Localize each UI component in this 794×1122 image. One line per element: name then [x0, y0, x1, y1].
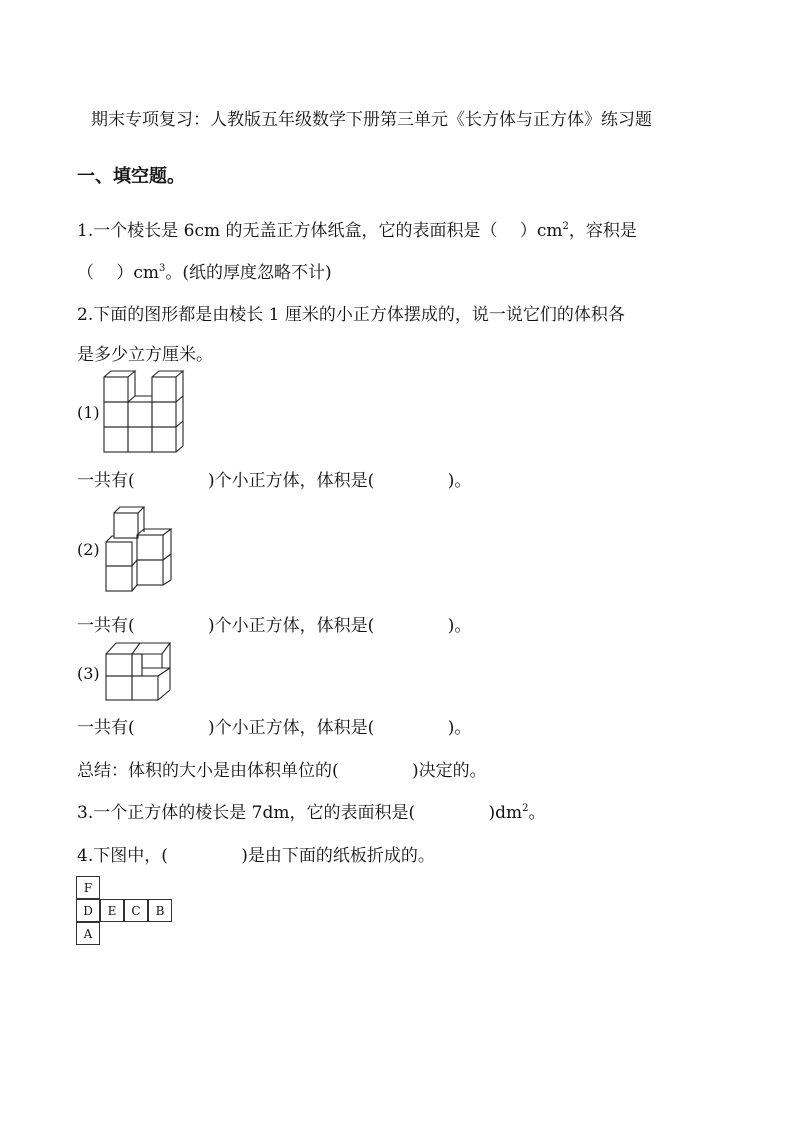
q2-line1: 2.下面的图形都是由棱长 1 厘米的小正方体摆成的，说一说它们的体积各 — [77, 305, 625, 325]
section-heading-fill-in: 一、填空题。 — [77, 166, 185, 187]
fig1-label: (1) — [77, 403, 100, 422]
fig2-label: (2) — [77, 540, 100, 559]
q3-text-a: 3.一个正方体的棱长是 7dm，它的表面积是( )dm — [77, 803, 523, 823]
q1-text-a: 1.一个棱长是 6cm 的无盖正方体纸盒，它的表面积是（ ）cm — [77, 221, 563, 241]
fig3-answer-line: 一共有( )个小正方体，体积是( )。 — [77, 718, 472, 738]
q1-sup-squared: 2 — [562, 221, 569, 232]
page-title: 期末专项复习：人教版五年级数学下册第三单元《长方体与正方体》练习题 — [91, 110, 652, 130]
net-face-a: A — [76, 922, 100, 945]
q3-text-b: 。 — [528, 803, 546, 823]
q1-text-b: ，容积是 — [568, 221, 637, 241]
fig3-cube-stack — [100, 638, 180, 708]
q3-sup-squared: 2 — [522, 803, 529, 814]
fig1-cube-stack — [100, 370, 190, 456]
q1-line1 — [77, 216, 637, 241]
q2-summary: 总结：体积的大小是由体积单位的( )决定的。 — [77, 761, 487, 781]
net-face-b: B — [148, 899, 172, 922]
net-face-e: E — [100, 899, 124, 922]
q1-text-d: 。(纸的厚度忽略不计) — [165, 263, 332, 283]
net-face-f: F — [76, 876, 100, 899]
fig3-label: (3) — [77, 664, 100, 683]
fig2-cube-stack — [100, 505, 180, 595]
q3-line — [77, 798, 546, 823]
q4-line: 4.下图中，( )是由下面的纸板折成的。 — [77, 846, 435, 866]
fig2-answer-line: 一共有( )个小正方体，体积是( )。 — [77, 616, 472, 636]
q1-text-c: （ ）cm — [77, 263, 160, 283]
q1-line2 — [77, 258, 332, 283]
net-face-c: C — [124, 899, 148, 922]
net-face-d: D — [76, 899, 100, 922]
q2-line2: 是多少立方厘米。 — [77, 345, 213, 365]
fig1-answer-line: 一共有( )个小正方体，体积是( )。 — [77, 471, 472, 491]
q1-sup-cubed: 3 — [159, 263, 166, 274]
